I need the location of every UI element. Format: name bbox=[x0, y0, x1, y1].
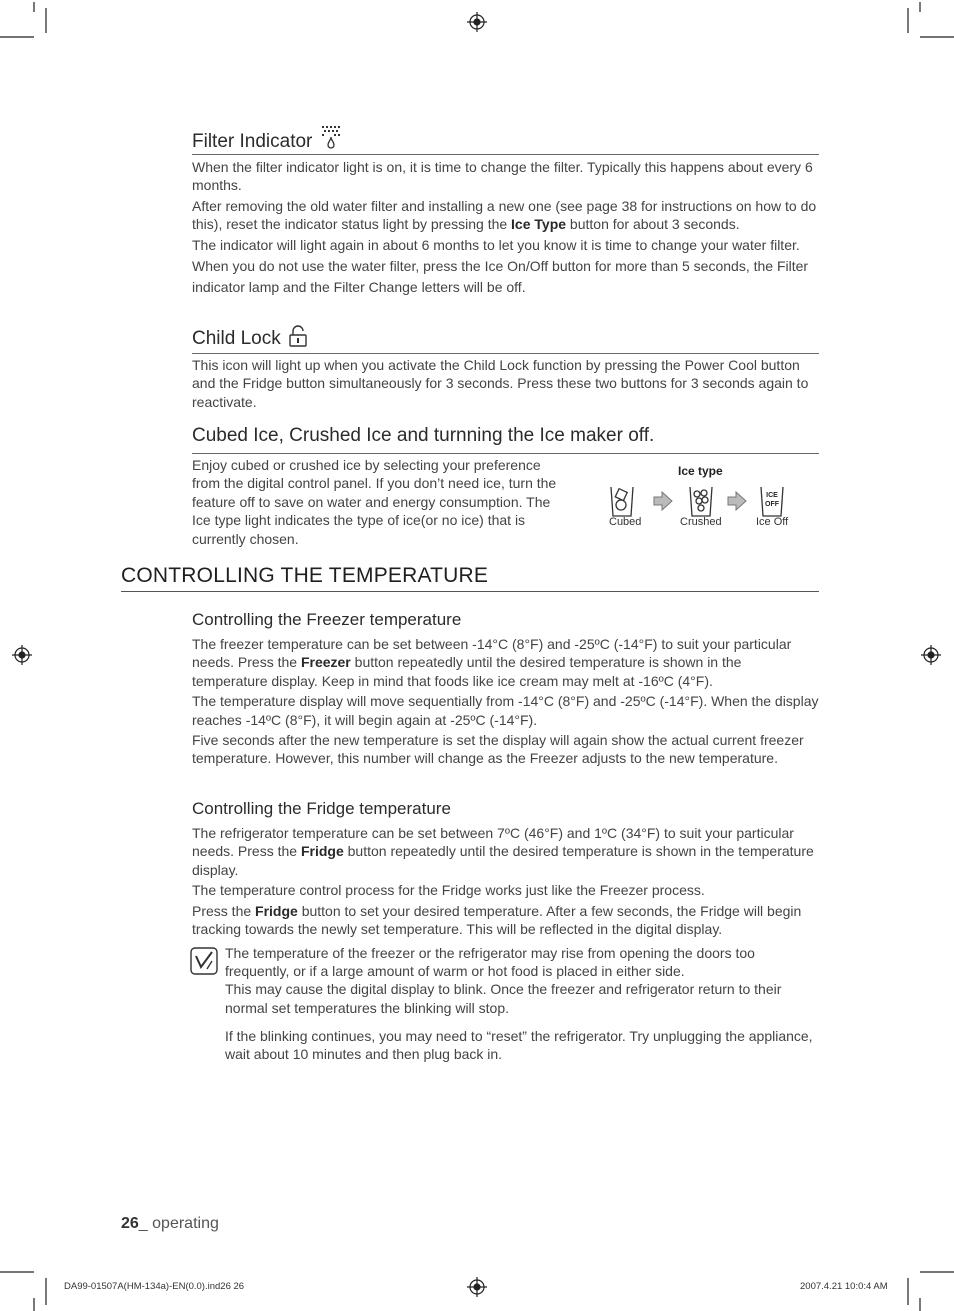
page-footer bbox=[121, 1215, 219, 1233]
note-body bbox=[225, 944, 819, 1063]
registration-mark-left bbox=[12, 645, 32, 665]
freezer-paragraph-3: Five seconds after the new temperature is set the display will again show the actual current freezer temperature. However, this number will change as the Freezer adjusts to the new temperature. bbox=[192, 732, 804, 767]
freezer-paragraph-2: The temperature display will move sequentially from -14°C (8°F) and -25ºC (-14°F). When the display reaches -14ºC (8°F), it will begin again at -25ºC (-14°F). bbox=[192, 693, 819, 728]
freezer-paragraph-1: The freezer temperature can be set between -14°C (8°F) and -25ºC (-14°F) to suit your particular needs. Press the Freezer button repeatedly until the desired temperature is shown in the temperature display. Keep in mind that foods like ice cream may melt at -16ºC (4°F). bbox=[192, 636, 792, 689]
note-icon bbox=[190, 947, 218, 975]
temperature-rule bbox=[121, 591, 819, 592]
filter-body bbox=[192, 158, 819, 300]
note-paragraph-3: If the blinking continues, you may need to “reset” the refrigerator. Try unplugging the appliance, wait about 10 minutes and then plug back in. bbox=[225, 1027, 813, 1063]
freezer-body bbox=[192, 635, 819, 770]
arrow-icon bbox=[728, 492, 746, 510]
footer-section: _ operating bbox=[138, 1215, 219, 1232]
ice-rule bbox=[192, 453, 819, 454]
ice-type-diagram bbox=[604, 484, 794, 520]
ice-label-crushed: Crushed bbox=[680, 516, 722, 528]
child-lock-title: Child Lock bbox=[192, 328, 281, 349]
filter-indicator-heading bbox=[192, 125, 344, 153]
freezer-heading: Controlling the Freezer temperature bbox=[192, 610, 462, 629]
print-slug-left: DA99-01507A(HM-134a)-EN(0.0).ind26 26 bbox=[64, 1281, 245, 1292]
registration-mark-bottom bbox=[467, 1277, 487, 1297]
ice-label-cubed: Cubed bbox=[609, 516, 642, 528]
fridge-paragraph-1: The refrigerator temperature can be set between 7ºC (46°F) and 1ºC (34°F) to suit your particular needs. Press the Fridge button repeatedly until the desired temperature is shown in the temperature display. bbox=[192, 825, 814, 878]
fridge-paragraph-3: Press the Fridge button to set your desired temperature. After a few seconds, the Fridge will begin tracking towards the newly set temperature. This will be reflected in the digital display. bbox=[192, 902, 802, 938]
registration-mark-top bbox=[467, 12, 487, 32]
filter-paragraph: The indicator will light again in about 6 months to let you know it is time to change your water filter. bbox=[192, 236, 800, 253]
child-lock-body: This icon will light up when you activate the Child Lock function by pressing the Power Cool button and the Fridge button simultaneously for 3 seconds. Press these two buttons for 3 seconds again to reactivate. bbox=[192, 357, 809, 410]
filter-rule bbox=[192, 154, 819, 155]
print-slug-right: 2007.4.21 10:0:4 AM bbox=[800, 1281, 888, 1292]
note-paragraph-2: This may cause the digital display to blink. Once the freezer and refrigerator return to their normal set temperatures the blinking will stop. bbox=[225, 981, 782, 1016]
cubed-ice-icon bbox=[611, 487, 633, 516]
registration-mark-right bbox=[921, 645, 941, 665]
filter-paragraph: When you do not use the water filter, press the Ice On/Off button for more than 5 seconds, the Filter indicator lamp and the Filter Change letters will be off. bbox=[192, 258, 809, 296]
filter-indicator-title: Filter Indicator bbox=[192, 131, 313, 152]
ice-type-label: Ice type bbox=[678, 464, 723, 478]
filter-icon bbox=[320, 125, 344, 149]
ice-body: Enjoy cubed or crushed ice by selecting your preference from the digital control panel. If you don’t need ice, turn the feature off to save on water and energy consumption. The Ice type light indicates the type of ice(or no ice) that is currently chosen. bbox=[192, 457, 557, 547]
child-lock-rule bbox=[192, 353, 819, 354]
crushed-ice-icon bbox=[690, 487, 712, 516]
ice-off-text-top: ICE bbox=[766, 492, 778, 499]
filter-paragraph: When the filter indicator light is on, it is time to change the filter. Typically this happens about every 6 months. bbox=[192, 159, 813, 194]
fridge-body bbox=[192, 824, 819, 940]
ice-off-text-bottom: OFF bbox=[765, 501, 779, 508]
fridge-heading: Controlling the Fridge temperature bbox=[192, 799, 451, 818]
ice-heading: Cubed Ice, Crushed Ice and turnning the Ice maker off. bbox=[192, 425, 655, 446]
lock-icon bbox=[288, 325, 308, 347]
note-paragraph-1: The temperature of the freezer or the refrigerator may rise from opening the doors too frequently, or if a large amount of warm or hot food is placed in either side. bbox=[225, 945, 755, 980]
ice-label-off: Ice Off bbox=[756, 516, 789, 528]
page-number: 26 bbox=[121, 1215, 139, 1232]
child-lock-heading bbox=[192, 325, 308, 350]
filter-reset-paragraph: After removing the old water filter and installing a new one (see page 38 for instructions on how to do this), reset the indicator status light by pressing the Ice Type button for about 3 seconds. bbox=[192, 197, 817, 233]
arrow-icon bbox=[654, 492, 672, 510]
temperature-heading: CONTROLLING THE TEMPERATURE bbox=[121, 564, 489, 587]
fridge-paragraph-2: The temperature control process for the Fridge works just like the Freezer process. bbox=[192, 882, 705, 899]
